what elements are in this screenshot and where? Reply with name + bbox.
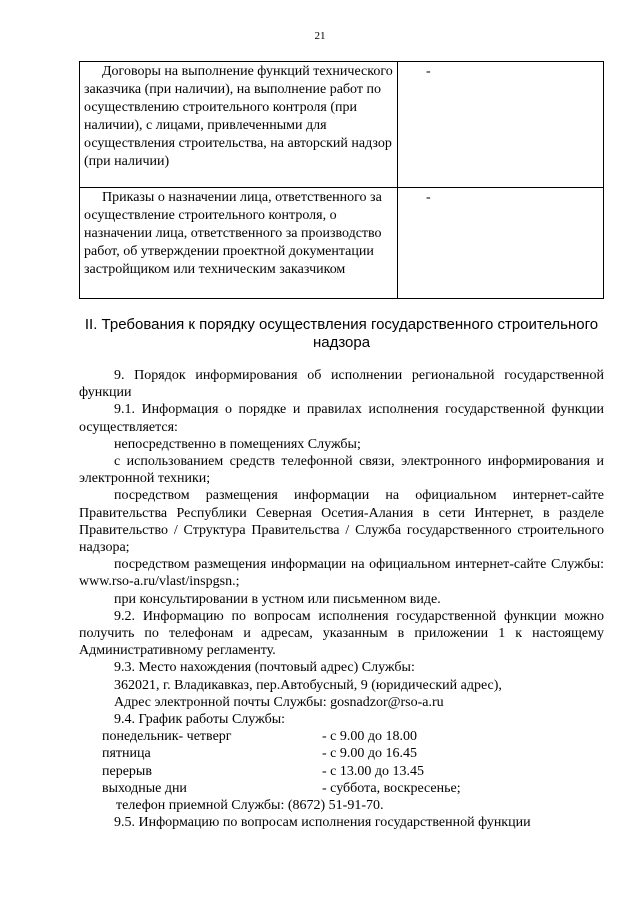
section-title: II. Требования к порядку осуществления государственного строительного надзора xyxy=(84,316,599,351)
paragraph: непосредственно в помещениях Службы; xyxy=(114,436,361,452)
table-cell-value: - xyxy=(398,188,604,299)
schedule-row xyxy=(79,763,604,780)
paragraph: при консультировании в устном или письменном виде. xyxy=(114,591,441,607)
schedule-time: - с 9.00 до 16.45 xyxy=(322,746,417,762)
schedule-row xyxy=(79,728,604,745)
paragraph: 9.2. Информацию по вопросам исполнения государственной функции можно получить по телефонам и адресам, указанным в приложении 1 к настоящему Административному регламенту. xyxy=(79,608,604,659)
table-cell-document xyxy=(80,62,398,188)
page-number: 21 xyxy=(314,30,326,42)
paragraph: посредством размещения информации на официальном интернет-сайте Правительства Республики Северная Осетия-Алания в сети Интернет, в разделе Правительство / Структура Правительства / Служба государственного строительного надзора; xyxy=(79,488,604,556)
document-body xyxy=(79,367,604,831)
documents-table xyxy=(79,61,604,299)
reception-phone: телефон приемной Службы: (8672) 51-91-70. xyxy=(116,798,384,814)
paragraph: с использованием средств телефонной связи, электронного информирования и электронной техники; xyxy=(79,454,604,487)
table-row xyxy=(80,188,604,299)
table-cell-document xyxy=(80,188,398,299)
schedule-time: - с 13.00 до 13.45 xyxy=(322,763,424,779)
document-name: Приказы о назначении лица, ответственного за осуществление строительного контроля, о назначении лица, ответственного за производство работ, об утверждении проектной документации застройщиком или техническим заказчиком xyxy=(84,190,382,277)
schedule-day: выходные дни xyxy=(102,780,187,796)
table-row xyxy=(80,62,604,188)
table-cell-value: - xyxy=(398,62,604,188)
paragraph: посредством размещения информации на официальном интернет-сайте Службы: www.rso-a.ru/vlast/inspgsn.; xyxy=(79,557,604,590)
legal-address: 362021, г. Владикавказ, пер.Автобусный, 9 (юридический адрес), xyxy=(114,677,502,693)
schedule-time: - суббота, воскресенье; xyxy=(322,780,461,796)
paragraph: 9.1. Информация о порядке и правилах исполнения государственной функции осуществляется: xyxy=(79,402,604,435)
email-address: Адрес электронной почты Службы: gosnadzor@rso-a.ru xyxy=(114,694,444,710)
paragraph: 9.4. График работы Службы: xyxy=(114,712,286,728)
schedule-row xyxy=(79,780,604,797)
schedule-day: перерыв xyxy=(102,763,152,779)
paragraph: 9. Порядок информирования об исполнении региональной государственной функции xyxy=(79,368,604,401)
schedule-day: пятница xyxy=(102,746,151,762)
schedule-row xyxy=(79,745,604,762)
schedule-time: - с 9.00 до 18.00 xyxy=(322,729,417,745)
paragraph: 9.5. Информацию по вопросам исполнения государственной функции xyxy=(114,815,531,831)
document-name: Договоры на выполнение функций технического заказчика (при наличии), на выполнение работ по осуществлению строительного контроля (при наличии), с лицами, привлеченными для осуществления строительства, на авторский надзор (при наличии) xyxy=(84,64,393,169)
paragraph: 9.3. Место нахождения (почтовый адрес) Службы: xyxy=(114,660,415,676)
schedule-day: понедельник- четверг xyxy=(102,729,232,745)
